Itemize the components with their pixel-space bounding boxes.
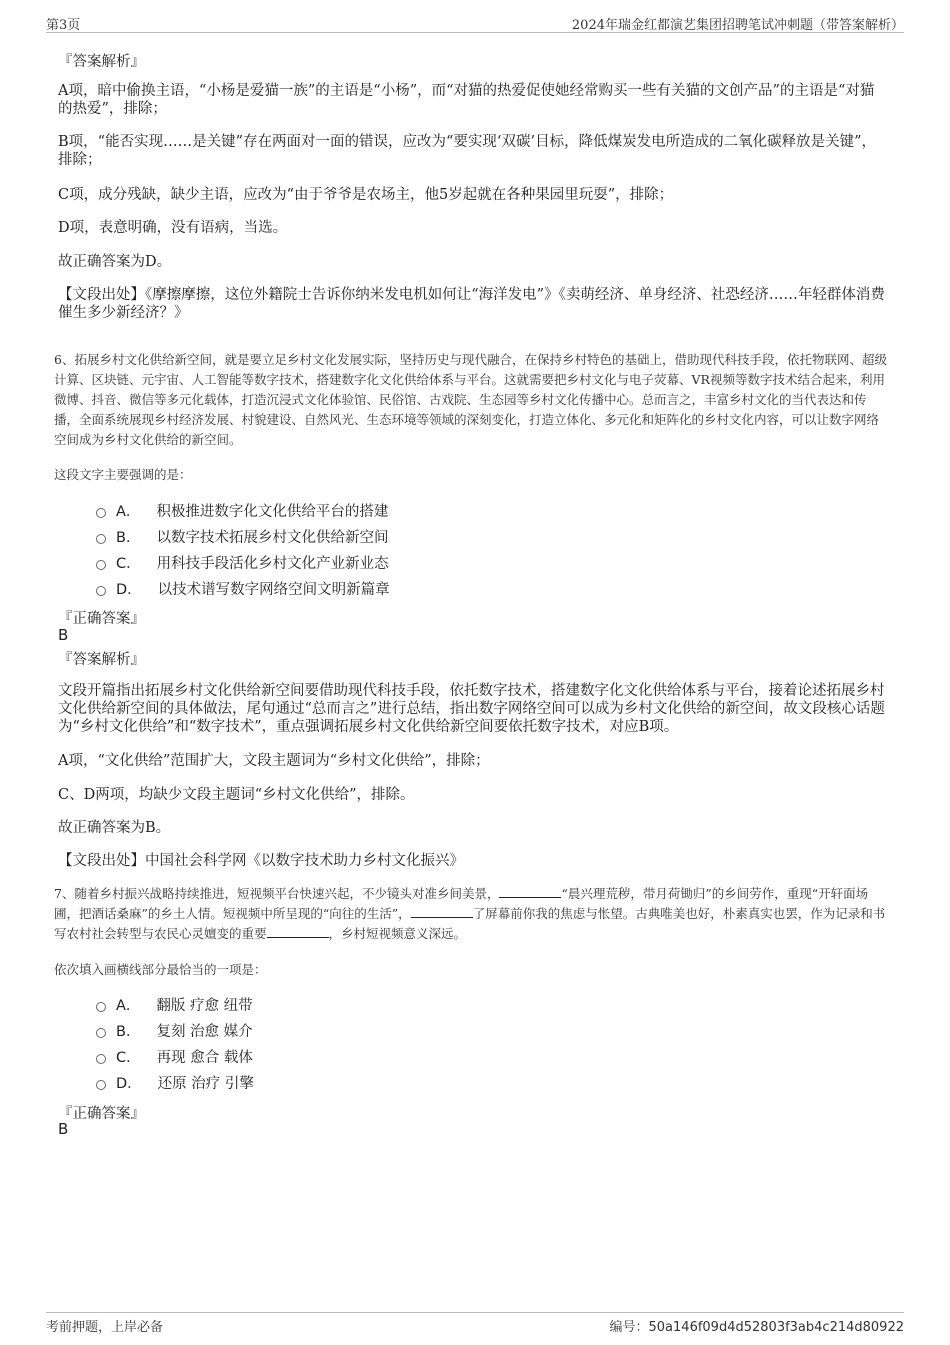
page-header bbox=[46, 12, 904, 33]
q7-option-d[interactable]: D． 还原 治疗 引擎 bbox=[96, 1072, 254, 1092]
q6-option-d[interactable]: D． 以技术谱写数字网络空间文明新篇章 bbox=[96, 578, 390, 598]
blank-line-3 bbox=[267, 925, 329, 938]
q6-conclusion: 故正确答案为B。 bbox=[58, 820, 171, 836]
radio-icon[interactable] bbox=[96, 1080, 106, 1090]
q5-analysis-c: C项，成分残缺，缺少主语，应改为“由于爷爷是农场主，他5岁起就在各种果园里玩耍”，排除； bbox=[58, 187, 674, 203]
page-number: 第3页 bbox=[46, 18, 81, 33]
blank-line-1 bbox=[499, 885, 561, 898]
q5-source: 【文段出处】《摩擦摩擦，这位外籍院士告诉你纳米发电机如何让“海洋发电”》《卖萌经济、单身经济、社恐经济……年轻群体消费催生多少新经济？》 bbox=[58, 287, 885, 321]
q6-question: 这段文字主要强调的是： bbox=[54, 467, 192, 482]
blank-line-2 bbox=[411, 905, 473, 918]
q6-analysis-cd: C、D两项，均缺少文段主题词“乡村文化供给”，排除。 bbox=[58, 787, 415, 803]
q5-analysis-b: B项，“能否实现……是关键”存在两面对一面的错误，应改为“要实现‘双碳’目标，降低煤炭发电所造成的二氧化碳释放是关键”，排除； bbox=[58, 134, 877, 168]
q7-option-a[interactable]: A． 翻版 疗愈 纽带 bbox=[96, 994, 253, 1014]
q7-option-c[interactable]: C． 再现 愈合 载体 bbox=[96, 1046, 253, 1066]
radio-icon[interactable] bbox=[96, 508, 106, 518]
radio-icon[interactable] bbox=[96, 534, 106, 544]
radio-icon[interactable] bbox=[96, 1002, 106, 1012]
q5-analysis-label: 『答案解析』 bbox=[58, 54, 145, 70]
q6-analysis-a: A项，“文化供给”范围扩大，文段主题词为“乡村文化供给”，排除； bbox=[58, 753, 490, 769]
document-title: 2024年瑞金红都演艺集团招聘笔试冲刺题（带答案解析） bbox=[571, 18, 904, 33]
q6-analysis-main: 文段开篇指出拓展乡村文化供给新空间要借助现代科技手段，依托数字技术，搭建数字化文化供给体系与平台，接着论述拓展乡村文化供给新空间的具体做法，尾句通过“总而言之”进行总结，指出数字网络空间可以成为乡村文化供给的新空间，故文段核心话题为“乡村文化供给”和“数字技术”，重点强调拓展乡村文化供给新空间要依托数字技术，对应B项。 bbox=[58, 683, 885, 735]
q7-question: 依次填入画横线部分最恰当的一项是： bbox=[54, 962, 267, 977]
radio-icon[interactable] bbox=[96, 1054, 106, 1064]
q6-answer-label: 『正确答案』 bbox=[58, 611, 145, 627]
q7-stem: 7、随着乡村振兴战略持续推进，短视频平台快速兴起，不少镜头对准乡间美景， “晨兴理荒秽，带月荷锄归”的乡间劳作，重现“开轩面场圃，把酒话桑麻”的乡土人情。短视频中所呈现的“向往的生活”， 了屏幕前你我的焦虑与怅望。古典唯美也好，朴素真实也罢，作为记录和书写农村社会转型与农民心灵嬗变的重要 ，乡村短视频意义深远。 bbox=[54, 886, 886, 941]
q6-stem: 6、拓展乡村文化供给新空间，就是要立足乡村文化发展实际，坚持历史与现代融合，在保持乡村特色的基础上，借助现代科技手段，依托物联网、超级计算、区块链、元宇宙、人工智能等数字技术，搭建数字化文化供给体系与平台。这就需要把乡村文化与电子荧幕、VR视频等数字技术结合起来，利用微博、抖音、微信等多元化载体，打造沉浸式文化体验馆、民俗馆、古戏院、生态园等乡村文化传播中心。总而言之，丰富乡村文化的当代表达和传播，全面系统展现乡村经济发展、村貌建设、自然风光、生态环境等领域的深刻变化，打造立体化、多元化和矩阵化的乡村文化内容，可以让数字网络空间成为乡村文化供给的新空间。 bbox=[54, 352, 887, 447]
footer-slogan: 考前押题，上岸必备 bbox=[46, 1320, 164, 1335]
q6-option-b[interactable]: B． 以数字技术拓展乡村文化供给新空间 bbox=[96, 526, 388, 546]
radio-icon[interactable] bbox=[96, 586, 106, 596]
radio-icon[interactable] bbox=[96, 560, 106, 570]
q6-answer: B bbox=[58, 626, 69, 644]
q5-conclusion: 故正确答案为D。 bbox=[58, 254, 172, 270]
q6-option-a[interactable]: A． 积极推进数字化文化供给平台的搭建 bbox=[96, 500, 388, 520]
q5-analysis-d: D项，表意明确，没有语病，当选。 bbox=[58, 220, 288, 236]
q6-analysis-label: 『答案解析』 bbox=[58, 652, 145, 668]
q7-answer: B bbox=[58, 1120, 69, 1138]
q6-source: 【文段出处】中国社会科学网《以数字技术助力乡村文化振兴》 bbox=[58, 853, 464, 869]
q5-analysis-a: A项，暗中偷换主语，“小杨是爱猫一族”的主语是“小杨”，而“对猫的热爱促使她经常购买一些有关猫的文创产品”的主语是“对猫的热爱”，排除； bbox=[58, 83, 875, 117]
footer-code: 编号：50a146f09d4d52803f3ab4c214d80922 bbox=[609, 1320, 904, 1335]
q7-answer-label: 『正确答案』 bbox=[58, 1106, 145, 1122]
q7-option-b[interactable]: B． 复刻 治愈 媒介 bbox=[96, 1020, 253, 1040]
radio-icon[interactable] bbox=[96, 1028, 106, 1038]
page-footer bbox=[46, 1312, 904, 1335]
q6-option-c[interactable]: C． 用科技手段活化乡村文化产业新业态 bbox=[96, 552, 389, 572]
